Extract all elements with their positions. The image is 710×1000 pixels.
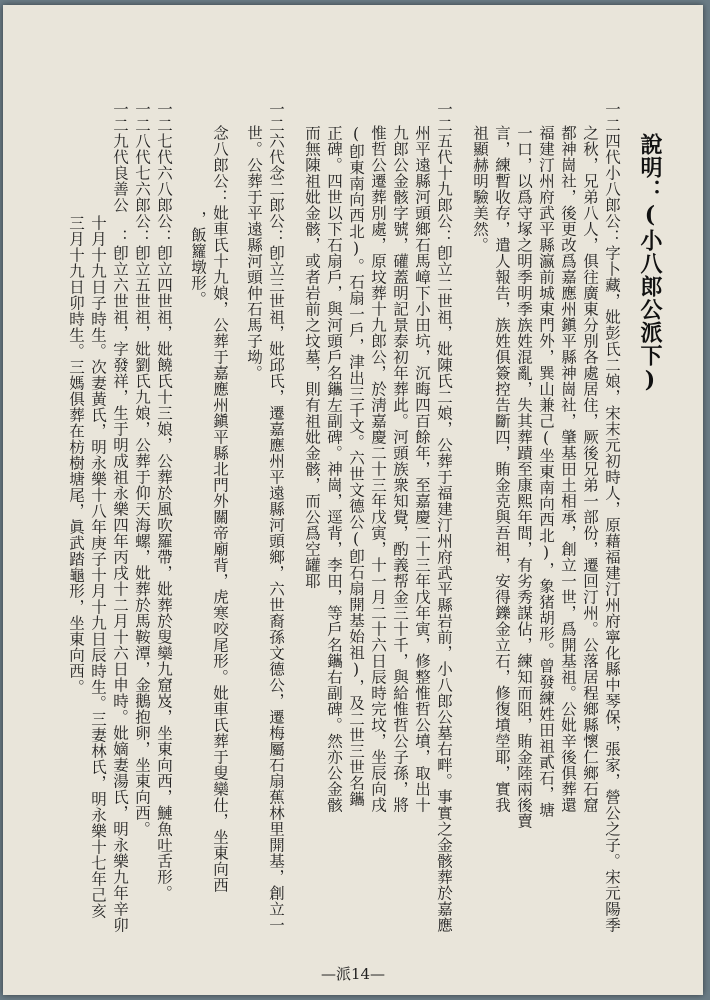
document-page	[3, 5, 703, 995]
page-title: 說明：(小八郎公派下)	[637, 133, 663, 394]
text-column: 之秋，兄弟八人，俱往廣東分別各處居住，厥後兄弟一部份，遷回汀州。公落居程鄉縣懷仁鄉石窟	[581, 125, 599, 813]
text-column: 一二七代六八郎公：卽立四世祖，妣饒氏十三娘，公葬於風吹羅帶，妣葬於叟欒九窟岌，坐東向西，鰱魚吐舌形。	[155, 101, 173, 901]
text-column: 州平遠縣河頭鄉石馬嶂下小田坑，沉晦四百餘年，至嘉慶二十三年戊年寅，修整惟哲公墳，取出十	[413, 125, 431, 813]
text-column: 世。公葬于平遠縣河頭仲石馬子坳。	[245, 125, 263, 381]
text-column: 一二四代小八郎公：字卜藏，妣彭氏二娘，宋末元初時人，原藉福建汀州府寧化縣中琴保，張家，營公之子。宋元陽季	[603, 101, 621, 933]
text-column: 一二六代念二郎公：卽立三世祖，妣邱氏，遷嘉應州平遠縣河頭鄉，六世裔孫文德公，遷梅屬石扇蕉林里開基，創立一	[267, 101, 285, 933]
text-column: (卽東南向西北)。石扇一戶，津出三千文。六世文德公(卽石扇開基始祖)，及二世三世名鑴	[347, 125, 365, 807]
text-column: 正碑。四世以下石扇戶，與河頭戶名鑴左副碑。神崗，逕背，李田，等戶名鑴右副碑。然亦公金骸	[325, 125, 343, 813]
text-column: 惟哲公遷葬別處，原坟葬十九郎公，於淸嘉慶二十三年戊寅，十一月二十六日辰時完坟，坐辰向戌	[369, 125, 387, 813]
page-number: —派14—	[320, 965, 386, 983]
text-column: 祖顯赫明驗美然。	[471, 125, 489, 253]
text-column: 九郎公金骸字號，礶蓋明記景泰初年葬此。河頭族衆知覺，酌義帮金三十千，與給惟哲公子孫，將	[391, 125, 409, 813]
text-column: 言，練暫收存，遣人報告，族姓俱簽控告斷四，賄金克與吾祖，安得鑠金立石，修復墳塋耶，實我	[493, 125, 511, 813]
text-column: 一二五代十九郎公：卽立二世祖，妣陳氏二娘，公葬于福建汀州府武平縣岩前，小八郎公墓右畔。事實之金骸葬於嘉應	[435, 101, 453, 933]
text-column: 都神崗社，後更改爲嘉應州鎭平縣神崗社，肇基田土相承，創立一世，爲開基祖。公妣辛後俱葬還	[559, 125, 577, 813]
text-column: 十月十九日子時生。次妻黃氏，明永樂十八年庚子十月十九日辰時生。三妻林氏，明永樂十七年己亥	[89, 215, 107, 919]
text-column: 一口，以爲守塚之明季明季族姓混亂，失其葬蹟至康熙年間，有劣秀謀佔，練知而阻，賄金陸兩後賣	[515, 125, 533, 829]
text-column: 一二八代七六郎公：卽立五世祖，妣劉氏九娘，公葬于仰天海螺，妣葬於馬鞍潭，金鵝抱卵，坐東向西。	[133, 101, 151, 837]
text-column: 三月十九日卯時生。三媽俱葬在枋樹塘尾，眞武踏龜形，坐東向西。	[67, 215, 85, 695]
text-column: ，飯籮墩形。	[189, 211, 207, 307]
text-column: 而無陳祖妣金骸，或者岩前之坟墓，則有祖妣金骸，而公爲空罐耶	[303, 125, 321, 589]
text-column: 福建汀州府武平縣瀛前城東門外，巽山兼己(坐東南向西北)，象猪胡形。曾發練姓田祖貳石，塘	[537, 125, 555, 818]
text-column: 念八郎公：妣車氏十九娘，公葬于嘉應州鎭平縣北門外關帝廟背，虎寒咬尾形。妣車氏葬于叟欒仕，坐東向西	[211, 125, 229, 893]
text-column: 一二九代良善公 ：卽立六世祖，字發祥，生于明成祖永樂四年丙戌十二月十六日申時。妣嫡妻湯氏，明永樂九年辛卯	[111, 101, 129, 933]
